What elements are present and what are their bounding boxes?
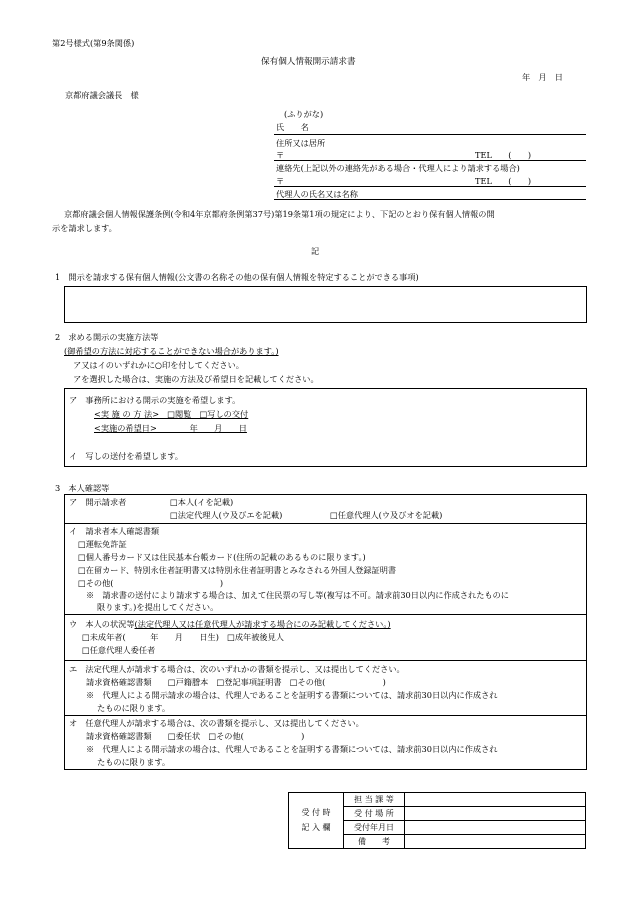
reception-table <box>288 792 586 849</box>
postal-mark: 〒 <box>276 150 285 160</box>
divider <box>64 614 587 615</box>
checkbox-minor-row[interactable]: □未成年者( 年 月 日生) □成年被後見人 <box>82 632 284 642</box>
addressee: 京都府議会議長 様 <box>65 90 139 100</box>
person-status-note: (法定代理人又は任意代理人が請求する場合にのみ記載してください。) <box>134 619 391 629</box>
id-note-line-1: ※ 請求書の送付により請求する場合は、加えて住民票の写し等(複写は不可。請求前30日以内に作成されたものに <box>86 590 509 600</box>
person-status-label: ウ 本人の状況等 <box>69 619 135 629</box>
agent-name-label: 代理人の氏名又は名称 <box>276 189 358 199</box>
checkbox-legal-agent[interactable]: □法定代理人(ウ及びエを記載) <box>170 510 283 520</box>
person-status-title <box>69 620 391 628</box>
checkbox-drivers-license[interactable]: □運転免許証 <box>78 539 127 549</box>
legal-agent-title: エ 法定代理人が請求する場合は、次のいずれかの書類を提示し、又は提出してください。 <box>69 664 405 674</box>
reception-input-cell[interactable] <box>405 821 586 835</box>
reception-input-cell[interactable] <box>405 807 586 821</box>
reception-label-1: 受 付 時 <box>301 808 331 818</box>
contact-postal-mark: 〒 <box>276 176 285 186</box>
voluntary-agent-docs[interactable]: 請求資格確認書類 □委任状 □その他( ) <box>86 731 305 741</box>
id-note-line-2: 限ります。)を提出してください。 <box>97 602 219 612</box>
checkbox-self[interactable]: □本人(イを記載) <box>170 497 234 507</box>
address-label: 住所又は居所 <box>276 138 326 148</box>
voluntary-agent-note-1: ※ 代理人による開示請求の場合は、代理人であることを証明する書類については、請求前30日以内に作成され <box>86 744 498 754</box>
legal-agent-note-2: たものに限ります。 <box>97 703 171 713</box>
checkbox-voluntary-principal[interactable]: □任意代理人委任者 <box>82 645 156 655</box>
voluntary-agent-note-2: たものに限ります。 <box>97 757 171 767</box>
contact-tel-label: TEL ( ) <box>475 176 532 186</box>
checkbox-residence-card[interactable]: □在留カード、特別永住者証明書又は特別永住者証明書とみなされる外国人登録証明書 <box>78 565 397 575</box>
section-2-instruction-1: ア又はイのいずれかに○印を付してください。 <box>73 360 244 370</box>
ki-label: 記 <box>311 246 320 256</box>
divider <box>64 660 587 661</box>
legal-agent-note-1: ※ 代理人による開示請求の場合は、代理人であることを証明する書類については、請求前30日以内に作成され <box>86 690 498 700</box>
option-a-label[interactable]: ア 事務所における開示の実施を希望します。 <box>69 395 241 405</box>
date-field[interactable]: 年 月 日 <box>522 72 563 82</box>
divider <box>64 715 587 716</box>
reception-row-label: 担 当 課 等 <box>344 793 405 807</box>
name-label: 氏 名 <box>276 122 309 132</box>
reception-input-cell[interactable] <box>405 793 586 807</box>
checkbox-other-id[interactable]: □その他( ) <box>78 578 224 588</box>
section-2-instruction-2: アを選択した場合は、実施の方法及び希望日を記載してください。 <box>73 374 319 384</box>
reception-label-2: 記 入 欄 <box>301 822 331 832</box>
requester-label: ア 開示請求者 <box>69 497 127 507</box>
intro-line-1: 京都府議会個人情報保護条例(令和4年京都府条例第37号)第19条第1項の規定により、下記のとおり保有個人情報の開 <box>64 209 495 219</box>
contact-label: 連絡先(上記以外の連絡先がある場合・代理人により請求する場合) <box>276 163 520 173</box>
id-docs-title: イ 請求者本人確認書類 <box>69 526 160 536</box>
section-1-input-box[interactable] <box>64 286 587 323</box>
furigana-label: (ふりがな) <box>284 109 324 119</box>
reception-label-cell <box>289 793 344 849</box>
legal-agent-docs[interactable]: 請求資格確認書類 □戸籍謄本 □登記事項証明書 □その他( ) <box>86 677 386 687</box>
reception-row-label: 受 付 場 所 <box>344 807 405 821</box>
wish-date-row[interactable]: <実施の希望日> 年 月 日 <box>94 423 247 433</box>
section-2-heading: 2 求める開示の実施方法等 <box>55 332 159 342</box>
agent-name-line[interactable] <box>274 199 586 200</box>
form-number: 第2号様式(第9条関係) <box>52 38 135 48</box>
checkbox-mynumber-card[interactable]: □個人番号カード又は住民基本台帳カード(住所の記載のあるものに限ります。) <box>78 552 366 562</box>
intro-line-2: 示を請求します。 <box>52 223 117 233</box>
reception-input-cell[interactable] <box>405 835 586 849</box>
option-i-label[interactable]: イ 写しの送付を希望します。 <box>69 451 183 461</box>
reception-row-label: 受付年月日 <box>344 821 405 835</box>
name-line[interactable] <box>274 134 586 135</box>
checkbox-voluntary-agent[interactable]: □任意代理人(ウ及びオを記載) <box>330 510 443 520</box>
method-row[interactable]: <実 施 の 方 法> □閲覧 □写しの交付 <box>94 409 249 419</box>
section-1-heading: 1 開示を請求する保有個人情報(公文書の名称その他の保有個人情報を特定することができる事項) <box>55 272 419 282</box>
voluntary-agent-title: オ 任意代理人が請求する場合は、次の書類を提示し、又は提出してください。 <box>69 718 364 728</box>
section-2-note: (御希望の方法に対応することができない場合があります。) <box>64 346 279 356</box>
address-line[interactable] <box>274 160 586 161</box>
divider <box>64 523 587 524</box>
tel-label: TEL ( ) <box>475 150 532 160</box>
reception-row-label: 備 考 <box>344 835 405 849</box>
section-3-heading: 3 本人確認等 <box>55 483 110 493</box>
form-title: 保有個人情報開示請求書 <box>261 57 356 67</box>
contact-line[interactable] <box>274 186 586 187</box>
